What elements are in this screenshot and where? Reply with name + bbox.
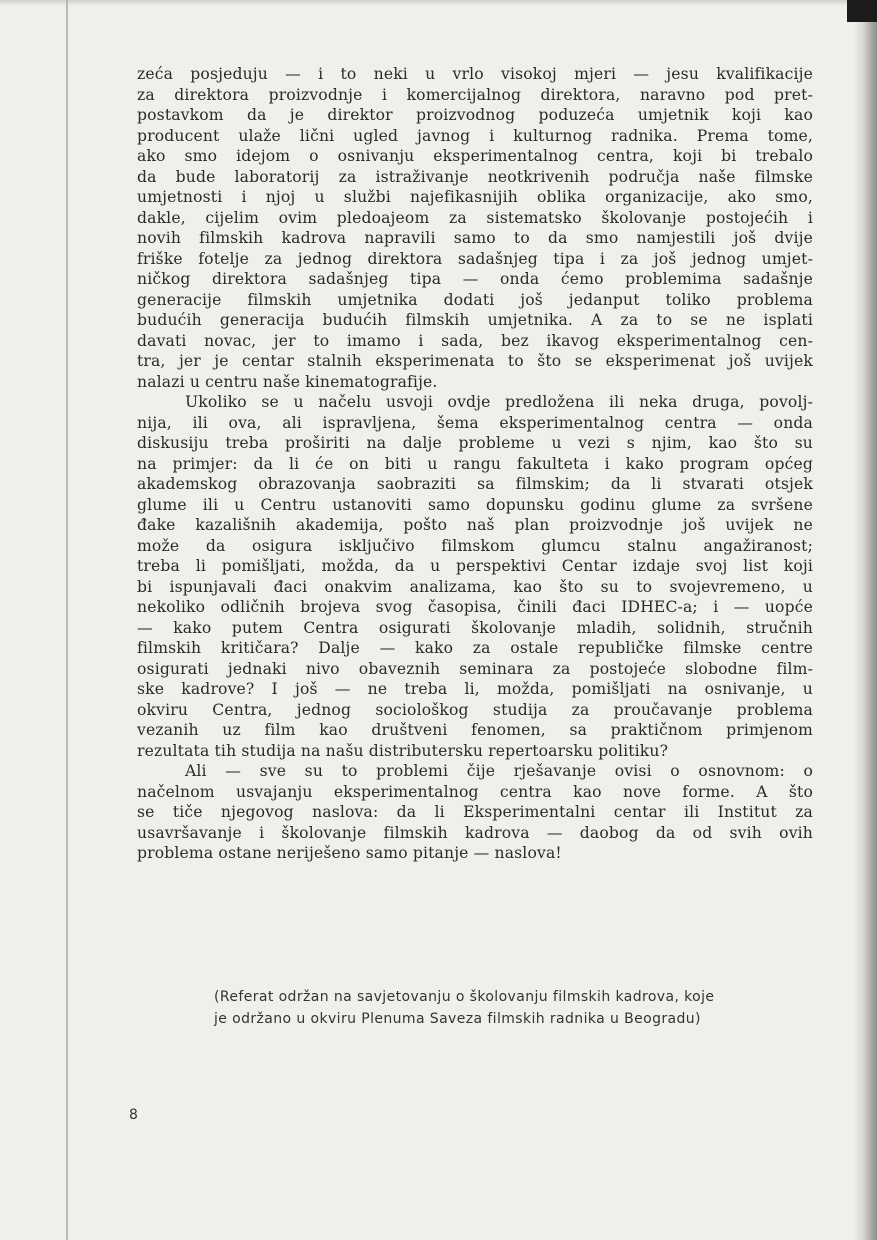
text-line: generacije filmskih umjetnika dodati još jedanput toliko problema (137, 290, 813, 309)
text-line: ako smo idejom o osnivanju eksperimentalnog centra, koji bi trebalo (137, 147, 813, 165)
text-line: može da osigura isključivo filmskom glumcu stalnu angažiranost; (137, 536, 813, 555)
text-line: problema ostane neriješeno samo pitanje — naslova! (137, 844, 562, 862)
text-line: nija, ili ova, ali ispravljena, šema eksperimentalnog centra — onda (137, 413, 813, 432)
text-line: se tiče njegovog naslova: da li Eksperimentalni centar ili Institut za (137, 803, 813, 821)
text-line: umjetnosti i njoj u službi najefikasnijih oblika organizacije, ako smo, (137, 188, 813, 206)
text-line: nalazi u centru naše kinematografije. (137, 372, 438, 391)
text-line: budućih generacija budućih filmskih umjetnika. A za to se ne isplati (137, 311, 813, 329)
text-line: da bude laboratorij za istraživanje neotkrivenih područja naše filmske (137, 167, 813, 186)
page-left-edge (66, 0, 68, 1240)
text-line: nekoliko odličnih brojeva svog časopisa, činili đaci IDHEC-a; i — uopće (137, 598, 813, 616)
text-line: načelnom usvajanju eksperimentalnog centra kao nove forme. A što (137, 782, 813, 801)
footnote (214, 986, 812, 1030)
text-line: vezanih uz film kao društveni fenomen, sa praktičnom primjenom (137, 721, 813, 739)
text-line: glume ili u Centru ustanoviti samo dopunsku godinu glume za svršene (137, 495, 813, 514)
text-line: akademskog obrazovanja saobraziti sa filmskim; da li stvarati otsjek (137, 475, 813, 493)
text-line: Ali — sve su to problemi čije rješavanje ovisi o osnovnom: o (185, 762, 813, 780)
article-body (137, 64, 813, 864)
text-line: filmskih kritičara? Dalje — kako za ostale republičke filmske centre (137, 639, 813, 657)
text-line: novih filmskih kadrova napravili samo to da smo namjestili još dvije (137, 229, 813, 247)
paragraph-3 (137, 761, 813, 864)
text-line: na primjer: da li će on biti u rangu fakulteta i kako program općeg (137, 454, 813, 473)
text-line: postavkom da je direktor proizvodnog poduzeća umjetnik koji kao (137, 106, 813, 124)
text-line: đake kazališnih akademija, pošto naš plan proizvodnje još uvijek ne (137, 516, 813, 534)
text-line: diskusiju treba proširiti na dalje probleme u vezi s njim, kao što su (137, 434, 813, 452)
page-right-edge (853, 0, 877, 1240)
paragraph-1 (137, 64, 813, 392)
scan-corner-shadow (847, 0, 877, 22)
text-line: ničkog direktora sadašnjeg tipa — onda ćemo problemima sadašnje (137, 270, 813, 288)
text-line: davati novac, jer to imamo i sada, bez ikavog eksperimentalnog cen- (137, 331, 813, 350)
text-line: ske kadrove? I još — ne treba li, možda, pomišljati na osnivanje, u (137, 680, 813, 698)
page-number: 8 (129, 1107, 138, 1123)
text-line: rezultata tih studija na našu distributersku repertoarsku politiku? (137, 741, 669, 760)
text-line: tra, jer je centar stalnih eksperimenata to što se eksperimenat još uvijek (137, 352, 813, 370)
text-line: usavršavanje i školovanje filmskih kadrova — daobog da od svih ovih (137, 823, 813, 842)
text-line: — kako putem Centra osigurati školovanje mladih, solidnih, stručnih (137, 618, 813, 637)
text-line: treba li pomišljati, možda, da u perspektivi Centar izdaje svoj list koji (137, 557, 813, 575)
text-line: osigurati jednaki nivo obaveznih seminara za postojeće slobodne film- (137, 659, 813, 678)
footnote-line: je održano u okviru Plenuma Saveza filmskih radnika u Beogradu) (214, 1011, 701, 1027)
text-line: za direktora proizvodnje i komercijalnog direktora, naravno pod pret- (137, 85, 813, 104)
paragraph-2 (137, 392, 813, 761)
text-line: friške fotelje za jednog direktora sadašnjeg tipa i za još jednog umjet- (137, 249, 813, 268)
text-line: producent ulaže lični ugled javnog i kulturnog radnika. Prema tome, (137, 126, 813, 145)
text-line: Ukoliko se u načelu usvoji ovdje predložena ili neka druga, povolj- (185, 393, 813, 411)
text-line: dakle, cijelim ovim pledoajeom za sistematsko školovanje postojećih i (137, 208, 813, 227)
text-line: okviru Centra, jednog sociološkog studija za proučavanje problema (137, 700, 813, 719)
text-line: zeća posjeduju — i to neki u vrlo visokoj mjeri — jesu kvalifikacije (137, 65, 813, 83)
scan-top-shadow (0, 0, 877, 6)
footnote-line: (Referat održan na savjetovanju o školovanju filmskih kadrova, koje (214, 989, 715, 1005)
text-line: bi ispunjavali đaci onakvim analizama, kao što su to svojevremeno, u (137, 577, 813, 596)
